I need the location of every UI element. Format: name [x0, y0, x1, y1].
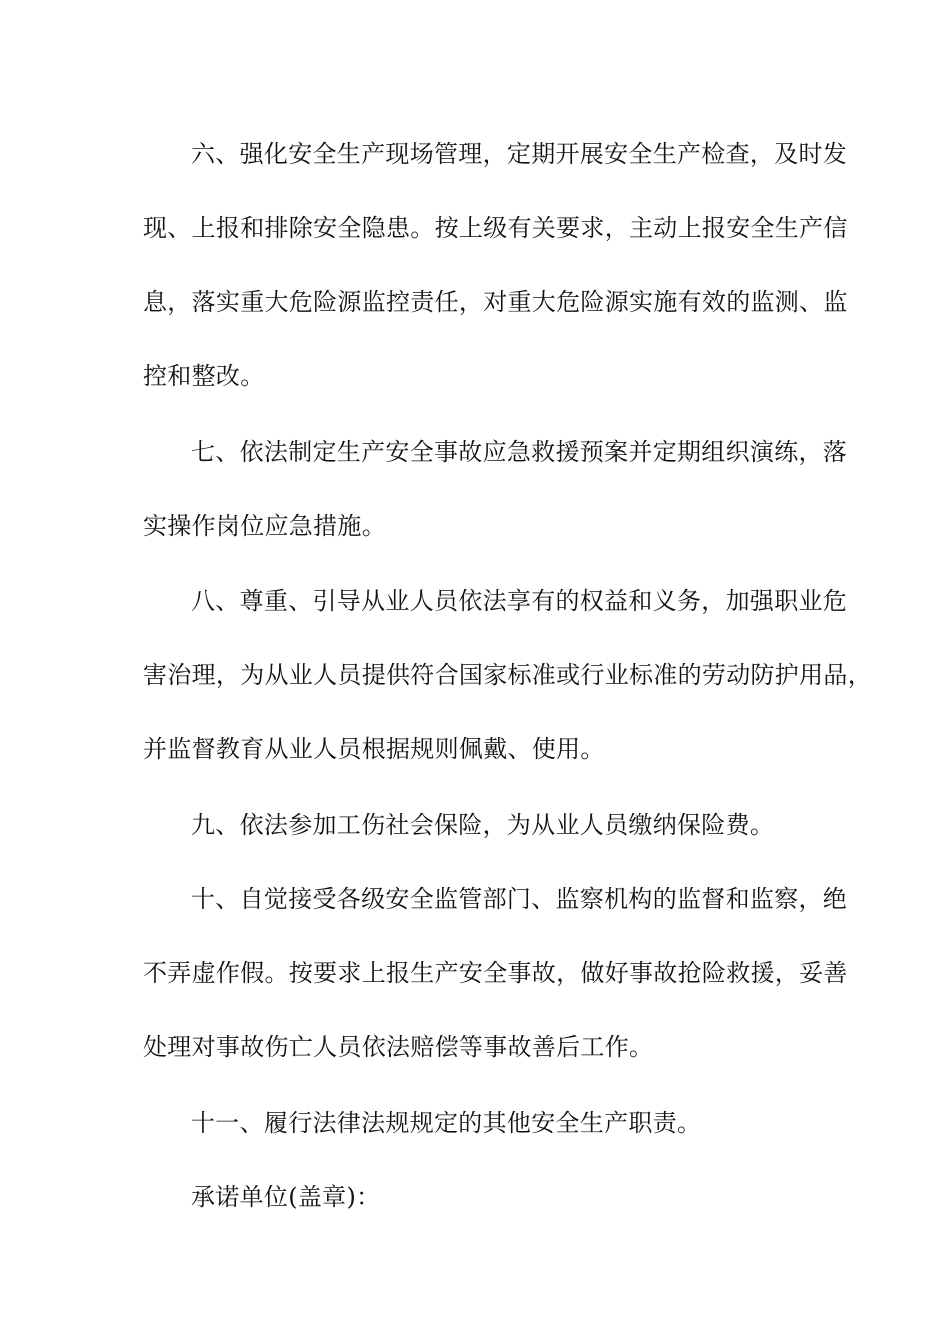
item-6-line-4: 控和整改。 [143, 362, 265, 390]
signature-label: 承诺单位(盖章)： [191, 1183, 381, 1211]
item-10-line-1: 十、自觉接受各级安全监管部门、监察机构的监督和监察，绝 [191, 885, 848, 913]
item-6-line-2: 现、上报和排除安全隐患。按上级有关要求，主动上报安全生产信 [143, 214, 848, 242]
item-6-line-3: 息，落实重大危险源监控责任，对重大危险源实施有效的监测、监 [143, 288, 848, 316]
item-8-line-2: 害治理，为从业人员提供符合国家标准或行业标准的劳动防护用品， [143, 661, 872, 689]
item-6-line-1: 六、强化安全生产现场管理，定期开展安全生产检查，及时发 [191, 140, 848, 168]
item-7-line-2: 实操作岗位应急措施。 [143, 512, 386, 540]
item-11-line-1: 十一、履行法律法规规定的其他安全生产职责。 [191, 1109, 702, 1137]
item-7-line-1: 七、依法制定生产安全事故应急救援预案并定期组织演练，落 [191, 438, 848, 466]
item-10-line-3: 处理对事故伤亡人员依法赔偿等事故善后工作。 [143, 1033, 654, 1061]
item-9-line-1: 九、依法参加工伤社会保险，为从业人员缴纳保险费。 [191, 811, 775, 839]
item-8-line-1: 八、尊重、引导从业人员依法享有的权益和义务，加强职业危 [191, 587, 848, 615]
item-8-line-3: 并监督教育从业人员根据规则佩戴、使用。 [143, 735, 605, 763]
item-10-line-2: 不弄虚作假。按要求上报生产安全事故，做好事故抢险救援，妥善 [143, 959, 848, 987]
